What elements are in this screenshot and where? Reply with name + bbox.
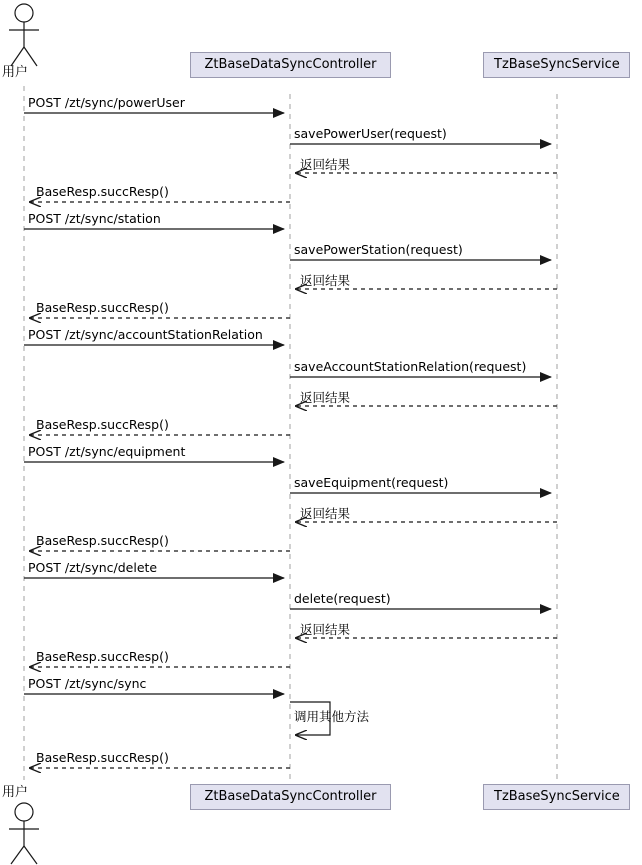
message-label: POST /zt/sync/equipment [28, 444, 186, 459]
participant-controller-top[interactable]: ZtBaseDataSyncController [190, 52, 391, 78]
message-label: BaseResp.succResp() [36, 533, 169, 548]
message-label: delete(request) [294, 591, 391, 606]
message-label: POST /zt/sync/accountStationRelation [28, 327, 263, 342]
participant-controller-bottom[interactable]: ZtBaseDataSyncController [190, 784, 391, 810]
message-label: BaseResp.succResp() [36, 300, 169, 315]
message-label: BaseResp.succResp() [36, 750, 169, 765]
message-label: POST /zt/sync/delete [28, 560, 158, 575]
actor-figure-top [9, 4, 39, 66]
message-label: saveEquipment(request) [294, 475, 449, 490]
message-label: savePowerUser(request) [294, 126, 447, 141]
message-label: 返回结果 [300, 506, 351, 521]
participant-service-top[interactable]: TzBaseSyncService [483, 52, 630, 78]
message-label-self: 调用其他方法 [294, 709, 370, 724]
message-label: BaseResp.succResp() [36, 649, 169, 664]
message-label: BaseResp.succResp() [36, 417, 169, 432]
actor-label-bottom: 用户 [2, 785, 29, 800]
message-label: 返回结果 [300, 273, 351, 288]
message-label: POST /zt/sync/sync [28, 676, 147, 691]
message-label: 返回结果 [300, 157, 351, 172]
message-label: saveAccountStationRelation(request) [294, 359, 527, 374]
message-label: BaseResp.succResp() [36, 184, 169, 199]
actor-figure-bottom [9, 803, 39, 864]
actor-label-top: 用户 [2, 65, 29, 80]
message-label: savePowerStation(request) [294, 242, 463, 257]
message-label: POST /zt/sync/station [28, 211, 161, 226]
message-label: 返回结果 [300, 390, 351, 405]
message-label: POST /zt/sync/powerUser [28, 95, 185, 110]
message-label: 返回结果 [300, 622, 351, 637]
participant-service-bottom[interactable]: TzBaseSyncService [483, 784, 630, 810]
